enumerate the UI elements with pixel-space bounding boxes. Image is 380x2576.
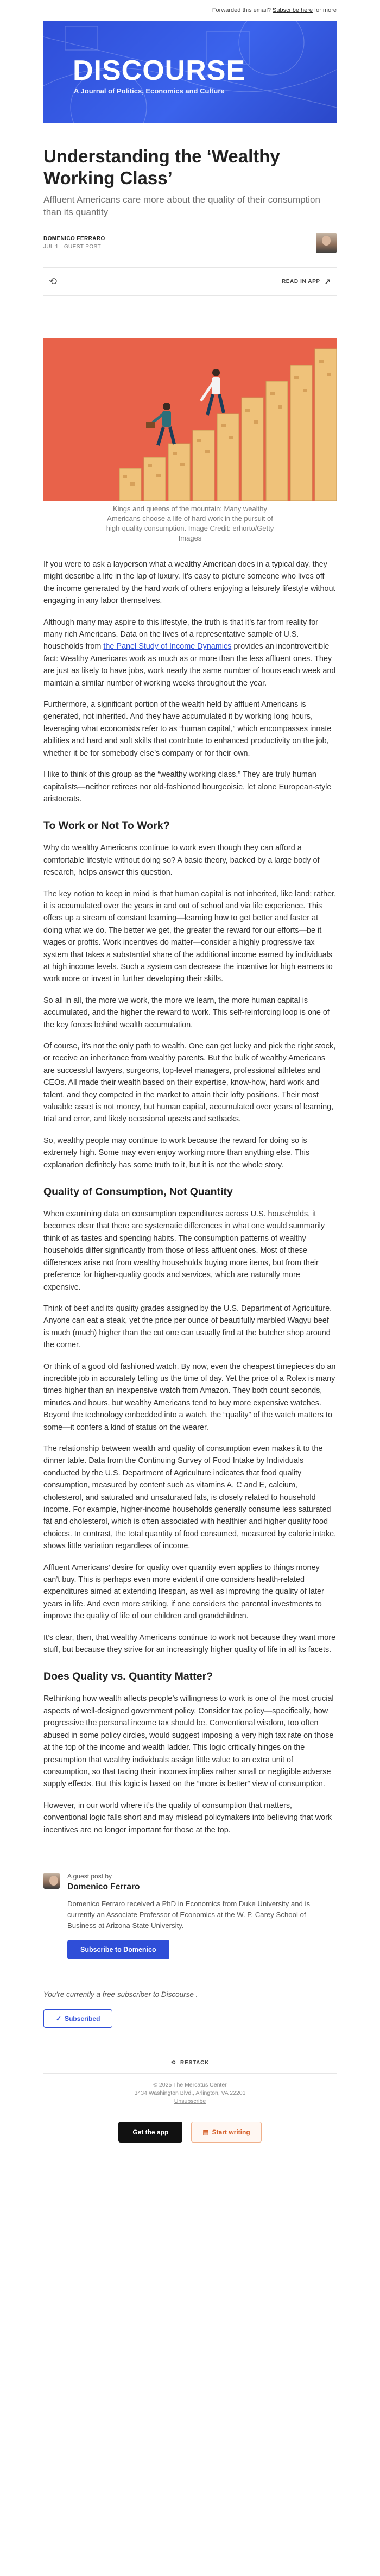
subscribed-button[interactable]: [43, 2009, 112, 2028]
author-avatar[interactable]: [316, 233, 337, 253]
hero-illustration[interactable]: [43, 338, 337, 501]
subscribe-link[interactable]: Subscribe here: [273, 7, 313, 14]
post-meta: JUL 1 · GUEST POST: [43, 244, 102, 250]
paragraph: The relationship between wealth and quality of consumption even makes it to the dinner table. Data from the Continuing Survey of Food Intake by Individuals conducted by the U.S. Department of Agriculture indicates that food quality consumption, measured by content such as vitamins A, C and E, calcium, cholesterol, and saturated and unsaturated fats, is closely related to household income. For example, higher-income households generally consume less saturated fat and cholesterol, which is often associated with healthier and higher quality food choices. In contrast, the total quantity of food consumed, measured by caloric intake, shows little variation regardless of income.: [43, 1444, 337, 1551]
paragraph: Of course, it’s not the only path to wealth. One can get lucky and pick the right stock, or receive an inheritance from wealthy parents. But the bulk of wealthy Americans are successful lawyers, surgeons, top-level managers, professional athletes and CEOs. All made their wealth based on their expertise, know-how, hard work and talent, and they competed in the market to attain their lofty positions. Their most valuable asset is not money, but human capital, accumulated over years of learning, trial and error, and likely occasional upsets and setbacks.: [43, 1042, 336, 1124]
masthead-tagline: A Journal of Politics, Economics and Culture: [74, 87, 225, 95]
paragraph: I like to think of this group as the “wealthy working class.” They are truly human capitalists—neither retirees nor old-fashioned bourgeoisie, let alone European-style aristocrats.: [43, 770, 332, 803]
paragraph: When examining data on consumption expenditures across U.S. households, it becomes clear that there are systematic differences in what one would summarily think of as tastes and spending habits. The consumption patterns of wealthy households differ significantly from those of less affluent ones. Most of these differences arise not from wealthy households buying more items, but from their preference for higher-quality goods and services, which are naturally more expensive.: [43, 1210, 325, 1292]
guest-name[interactable]: Domenico Ferraro: [67, 1882, 140, 1892]
paragraph: Or think of a good old fashioned watch. By now, even the cheapest timepieces do an incredible job in accurately telling us the time of day. Yet the price of a Rolex is many times higher than an inexpensive watch from Amazon. They both count seconds, minutes and hours, but wealthy Americans tend to buy more expensive watches. Beyond the technology embedded into a watch, the “quality” of the watch matters to some—it confers a kind of status on the wearer.: [43, 1362, 336, 1432]
subscription-prefix: You’re currently a free subscriber to: [43, 1990, 161, 1999]
guest-label: A guest post by: [67, 1872, 112, 1880]
paragraph: Think of beef and its quality grades assigned by the U.S. Department of Agriculture. Anyone can eat a steak, yet the price per ounce of beautifully marbled Wagyu beef is much (much) higher than the cut one can usually find at the butcher shop around the corner.: [43, 1304, 332, 1350]
hero-image: [43, 338, 337, 501]
publication-name: Discourse: [161, 1990, 194, 1999]
article-title[interactable]: Understanding the ‘Wealthy Working Class’: [43, 146, 280, 188]
start-writing-button[interactable]: [191, 2122, 261, 2143]
paragraph: Rethinking how wealth affects people’s willingness to work is one of the most crucial aspects of well-designed government policy. Consider tax policy—specifically, how progressive the personal income tax should be. Conventional wisdom, too often abused in some policy circles, would suggest imposing a very high tax rate on those at the top of the income and wealth ladder. This logic critically hinges on the presumption that wealthy individuals assign little value to an extra unit of consumption, so that taxing their incomes implies rather small or negligible adverse supply effects. But this logic is based on the “more is better” view of consumption.: [43, 1694, 334, 1789]
footer: [43, 2081, 337, 2106]
section-heading: Does Quality vs. Quantity Matter?: [43, 1670, 213, 1683]
paragraph: Affluent Americans’ desire for quality over quantity even applies to things money can’t buy. This is perhaps even more evident if one considers health-related expenditures aimed at extending lifespan, as well as improving the quality of later years in life. And even more striking, if one considers the parental investments to improve the quality of life of our children and grandchildren.: [43, 1563, 324, 1621]
subscribed-label: Subscribed: [65, 2014, 100, 2022]
subscription-status: [43, 1990, 337, 1999]
guest-bio: Domenico Ferraro received a PhD in Economics from Duke University and is currently an Associate Professor of Economics at the W. P. Carey School of Business at Arizona State University.: [67, 1899, 311, 1930]
article-subtitle: Affluent Americans care more about the quality of their consumption than its quantity: [43, 194, 320, 217]
read-in-app-label: READ IN APP: [281, 278, 320, 285]
subscription-suffix: .: [193, 1990, 198, 1999]
paragraph-text: Although many may aspire to this lifestyle, the truth is that it’s far from reality for many rich Americans. Data on the lives of a representative sample of U.S. households from: [43, 618, 319, 651]
forward-bar: [0, 0, 380, 21]
external-arrow-icon: ↗: [324, 277, 331, 286]
author-name[interactable]: DOMENICO FERRARO: [43, 236, 105, 242]
unsubscribe-link[interactable]: Unsubscribe: [174, 2097, 206, 2104]
restack-label: RESTACK: [180, 2060, 210, 2066]
byline: [43, 233, 337, 253]
guest-author-card: [43, 1856, 337, 1976]
paragraph: If you were to ask a layperson what a wealthy American does in a typical day, they might describe a life in the lap of luxury. It’s easy to picture someone who lives off the income generated by the hard work of others enjoying a leisurely lifestyle without engaging in any labor themselves.: [43, 560, 335, 606]
guest-avatar[interactable]: [43, 1873, 60, 1889]
masthead-banner[interactable]: [43, 21, 337, 123]
check-icon: ✓: [56, 2014, 62, 2022]
copyright: © 2025 The Mercatus Center: [153, 2081, 227, 2088]
article-body: [43, 558, 337, 1836]
address: 3434 Washington Blvd., Arlington, VA 22201: [134, 2089, 246, 2096]
paragraph: It’s clear, then, that wealthy Americans continue to work not because they want more stuff, but because they strive for an increasingly higher quality of life in all its facets.: [43, 1633, 336, 1655]
section-heading: To Work or Not To Work?: [43, 820, 170, 832]
paragraph: The key notion to keep in mind is that human capital is not inherited, like land; rather, it is accumulated over the years in and out of school and via life experience. This offers up a stream of constant learning—learning how to get better and faster at doing what we do. The better we get, the greater the reward for our efforts—be it wages or profits. Work incentives do matter—consider a highly progressive tax system that takes a substantial share of the additional income earned by individuals at high income levels. Such a system can decrease the incentive for high earners to work more or invest in further developing their skills.: [43, 889, 337, 984]
read-in-app-button[interactable]: [282, 277, 331, 286]
paragraph: So, wealthy people may continue to work because the reward for doing so is extremely high. Some may even enjoy working more than anything else. This explanation definitely has some truth to it, but it is not the whole story.: [43, 1136, 310, 1170]
substack-icon: ▤: [202, 2128, 209, 2136]
forward-suffix: for more: [314, 7, 337, 14]
hero-caption: Kings and queens of the mountain: Many wealthy Americans choose a life of hard work in the pursuit of high-quality consumption. Image Credit: erhorto/Getty Images: [106, 505, 274, 542]
restack-icon: ⟲: [170, 2060, 176, 2066]
paragraph: So all in all, the more we work, the more we learn, the more human capital is accumulated, and the higher the reward to work. This self-reinforcing loop is one of the key forces behind wealth accumulation.: [43, 996, 330, 1029]
subscribe-to-author-button[interactable]: Subscribe to Domenico: [67, 1940, 169, 1959]
psid-link[interactable]: the Panel Study of Income Dynamics: [103, 642, 232, 651]
paragraph: Why do wealthy Americans continue to work even though they can afford a comfortable lifestyle without doing so? A basic theory, backed by a large body of research, helps answer this question.: [43, 844, 320, 877]
restack-icon[interactable]: ⟲: [49, 275, 58, 287]
paragraph: However, in our world where it’s the quality of consumption that matters, conventional logic falls short and may mislead policymakers into believing that work incentives are no longer important for those at the top.: [43, 1801, 332, 1834]
post-toolbar: [43, 267, 337, 296]
restack-bar[interactable]: [43, 2053, 337, 2074]
get-app-button[interactable]: Get the app: [118, 2122, 182, 2143]
paragraph: Furthermore, a significant portion of the wealth held by affluent Americans is generated, not inherited. And they have accumulated it by working long hours, leveraging what economists refer to as “human capital,” which encompasses innate abilities and hard and soft skills that contribute to enhanced productivity on the job, whether it be for somebody else’s company or for their own.: [43, 700, 332, 758]
section-heading: Quality of Consumption, Not Quantity: [43, 1186, 233, 1198]
forward-text: Forwarded this email?: [212, 7, 271, 14]
start-writing-label: Start writing: [212, 2128, 250, 2136]
paragraph: [43, 617, 337, 689]
footer-ctas: [43, 2122, 337, 2143]
paragraph-text: provides an incontrovertible fact: Wealthy Americans work as much as or more than the less affluent ones. They are just as likely to have jobs, work nearly the same number of hours each week and maintain a similar number of working weeks throughout the year.: [43, 642, 336, 688]
masthead-brand: DISCOURSE: [73, 55, 246, 86]
